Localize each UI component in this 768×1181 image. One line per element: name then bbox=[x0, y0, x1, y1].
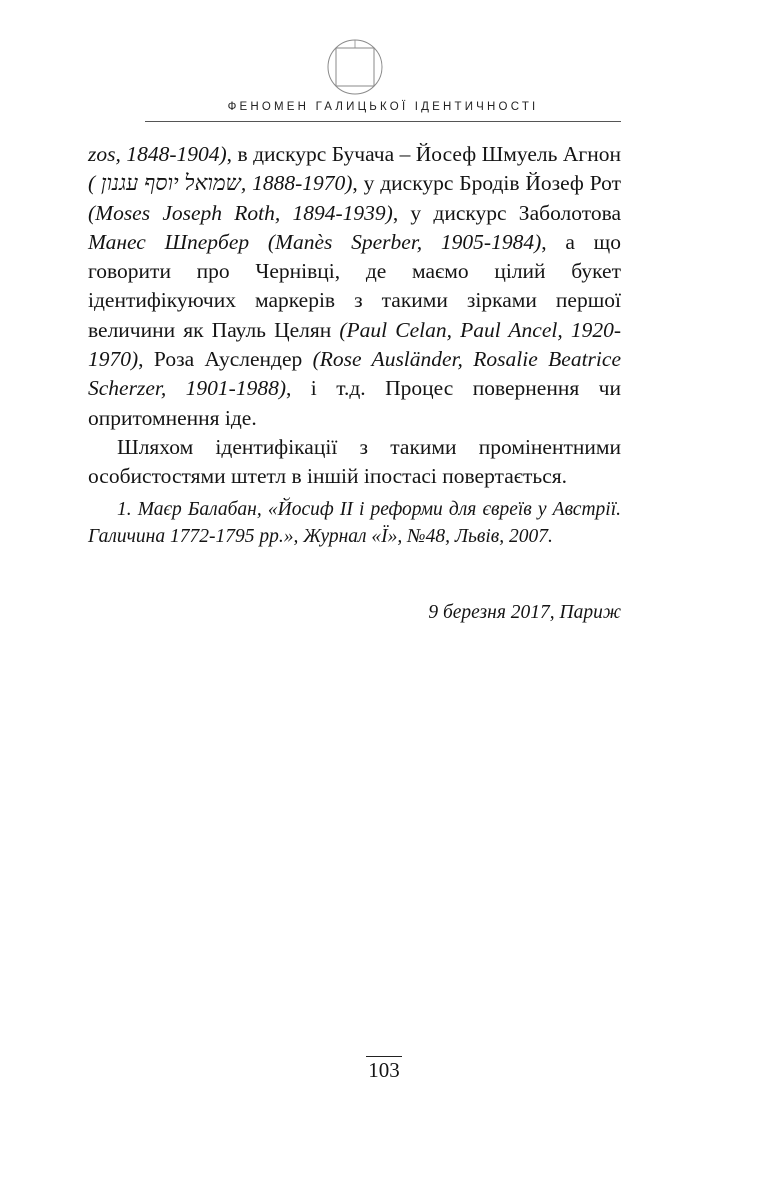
italic-span: (Moses Joseph Roth, 1894-1939) bbox=[88, 200, 393, 225]
italic-span: Манес Шпербер (Manès Sperber, 1905-1984) bbox=[88, 229, 542, 254]
dateline: 9 березня 2017, Париж bbox=[428, 602, 621, 623]
hebrew-name: שמואל יוסף עגנון bbox=[101, 171, 241, 196]
italic-span: , 1888-1970) bbox=[240, 171, 353, 196]
circle-square-logo-icon bbox=[327, 39, 383, 95]
italic-span: zos, 1848-1904) bbox=[88, 142, 227, 166]
header-divider bbox=[145, 121, 621, 122]
running-head: ФЕНОМЕН ГАЛИЦЬКОЇ ІДЕНТИЧНОСТІ bbox=[227, 101, 539, 113]
text-span: , у дискурс Бродів Йозеф Рот bbox=[352, 171, 621, 196]
page-number-label: 103 bbox=[368, 1058, 400, 1082]
italic-span: (Paul Celan, Paul Ancel, 1920-1970) bbox=[88, 317, 621, 372]
text-span: , в дискурс Бучача – Йосеф Шмуель Агнон bbox=[226, 142, 621, 166]
paragraph-1 bbox=[88, 140, 621, 433]
text-span: , і т.д. Процес повернення чи опритомнення іде. bbox=[88, 376, 621, 430]
text-span: , а що говорити про Чернівці, де маємо цілий букет ідентифікуючих маркерів з такими зірками першої величини як Пауль Целян bbox=[88, 229, 621, 342]
text-span: , у дискурс Заболотова bbox=[392, 200, 621, 225]
italic-span: ( bbox=[88, 171, 101, 196]
footnote: 1. Маєр Балабан, «Йосиф II і реформи для євреїв у Австрії. Галичина 1772-1795 рр.», Журнал «Ї», №48, Львів, 2007. bbox=[88, 499, 621, 547]
main-text bbox=[88, 140, 621, 492]
text-span: , Роза Ауслендер bbox=[138, 347, 313, 372]
italic-span: (Rose Ausländer, Rosalie Beatrice Scherzer, 1901-1988) bbox=[88, 347, 621, 401]
page-number bbox=[304, 1056, 464, 1083]
paragraph-2: Шляхом ідентифікації з такими промінентними особистостями штетл в іншій іпостасі повертається. bbox=[88, 434, 621, 489]
